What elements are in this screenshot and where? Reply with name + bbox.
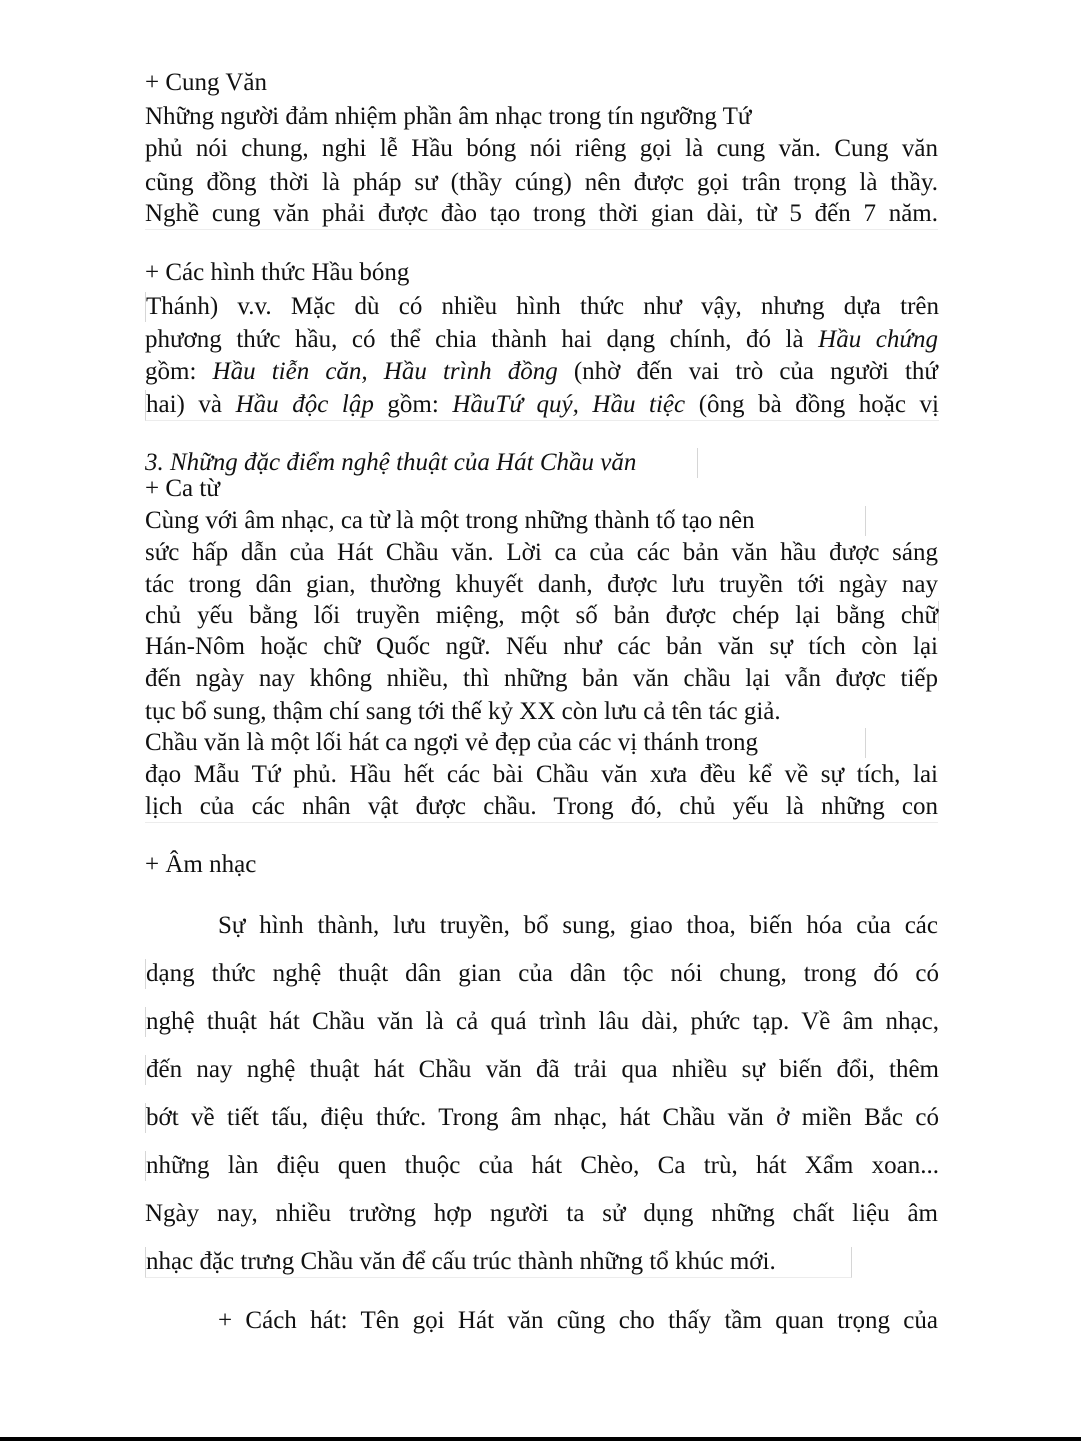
paragraph-line: Những người đảm nhiệm phần âm nhạc trong tín ngưỡng Tứ [145,103,752,130]
paragraph-line: tục bổ sung, thậm chí sang tới thế kỷ XX còn lưu cả tên tác giả. [145,698,781,725]
paragraph-line: đến ngày nay không nhiều, thì những bản văn chầu lại vẫn được tiếp [145,665,938,692]
paragraph-line: tác trong dân gian, thường khuyết danh, được lưu truyền tới ngày nay [145,571,938,598]
paragraph-line: Cùng với âm nhạc, ca từ là một trong những thành tố tạo nên [145,506,866,536]
italic-term: Hầu độc lập [235,391,374,418]
text-run: phương thức hầu, có thể chia thành hai dạng chính, đó là [145,326,819,353]
paragraph-line: đến nay nghệ thuật hát Chầu văn đã trải qua nhiều sự biến đổi, thêm [146,1056,939,1083]
heading-am-nhac: + Âm nhạc [145,851,257,878]
paragraph-line [145,390,939,421]
paragraph-line: đạo Mẫu Tứ phủ. Hầu hết các bài Chầu văn xưa đều kể về sự tích, lai [145,761,938,788]
paragraph-line: Thánh) v.v. Mặc dù có nhiều hình thức như vậy, nhưng dựa trên [146,293,939,320]
bottom-border [0,1437,1081,1441]
section-heading: 3. Những đặc điểm nghệ thuật của Hát Chầu văn [145,448,698,478]
text-run: (nhờ đến vai trò của người thứ [557,358,938,385]
italic-term: Hầu tiễn căn, Hầu trình đồng [212,358,558,385]
paragraph-line: những làn điệu quen thuộc của hát Chèo, Ca trù, hát Xẩm xoan... [146,1152,939,1179]
paragraph-line [145,357,938,387]
paragraph-line: Sự hình thành, lưu truyền, bổ sung, giao thoa, biến hóa của các [218,912,938,939]
paragraph-line: + Cách hát: Tên gọi Hát văn cũng cho thấy tầm quan trọng của [218,1307,938,1334]
text-run: (ông bà đồng hoặc vị [685,391,939,418]
subheading-ca-tu: + Ca từ [145,475,220,502]
paragraph-line: bớt về tiết tấu, điệu thức. Trong âm nhạc, hát Chầu văn ở miền Bắc có [146,1104,939,1131]
heading-cung-van: + Cung Văn [145,69,267,96]
paragraph-line: nghệ thuật hát Chầu văn là cả quá trình lâu dài, phức tạp. Về âm nhạc, [146,1008,939,1035]
text-run: gồm: [145,358,213,385]
text-run: hai) và [146,391,236,418]
paragraph-line [145,325,938,355]
paragraph-line: Ngày nay, nhiều trường hợp người ta sử dụng những chất liệu âm [145,1200,938,1227]
text-run: gồm: [373,391,453,418]
heading-hau-bong: + Các hình thức Hầu bóng [145,259,410,286]
italic-term: HầuTứ quý, Hầu tiệc [452,391,686,418]
paragraph-line: lịch của các nhân vật được chầu. Trong đó, chủ yếu là những con [145,792,938,823]
paragraph-line: dạng thức nghệ thuật dân gian của dân tộc nói chung, trong đó có [146,960,939,987]
paragraph-line: phủ nói chung, nghi lễ Hầu bóng nói riêng gọi là cung văn. Cung văn [145,135,938,162]
paragraph-line: Hán-Nôm hoặc chữ Quốc ngữ. Nếu như các bản văn sự tích còn lại [145,633,938,660]
paragraph-line: Nghề cung văn phải được đào tạo trong thời gian dài, từ 5 đến 7 năm. [145,199,938,230]
paragraph-line: sức hấp dẫn của Hát Chầu văn. Lời ca của các bản văn hầu được sáng [145,539,938,566]
italic-term: Hầu chứng [818,326,938,353]
paragraph-line: nhạc đặc trưng Chầu văn để cấu trúc thành những tổ khúc mới. [145,1247,852,1278]
paragraph-line: cũng đồng thời là pháp sư (thầy cúng) nên được gọi trân trọng là thầy. [145,169,938,196]
paragraph-line: chủ yếu bằng lối truyền miệng, một số bản được chép lại bằng chữ [145,602,938,629]
paragraph-line: Chầu văn là một lối hát ca ngợi vẻ đẹp của các vị thánh trong [145,728,866,758]
